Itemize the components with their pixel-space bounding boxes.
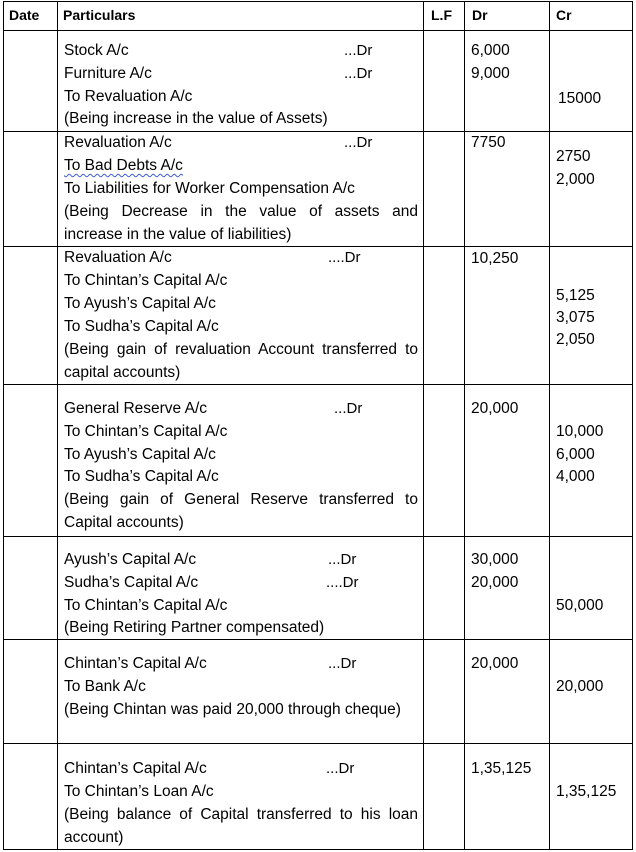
- credit-amount: 2,000: [556, 171, 595, 188]
- account-line: To Sudha’s Capital A/c: [64, 318, 219, 335]
- credit-amount: 2750: [556, 148, 591, 165]
- account-line: Revaluation A/c: [64, 134, 172, 151]
- dr-indicator: ...Dr: [328, 655, 357, 672]
- account-line: To Revaluation A/c: [64, 88, 193, 105]
- credit-amount: 3,075: [556, 309, 595, 326]
- dr-indicator: ...Dr: [344, 65, 373, 82]
- header-cr: Cr: [556, 7, 572, 23]
- account-line: To Chintan’s Capital A/c: [64, 423, 228, 440]
- account-line: To Chintan’s Loan A/c: [64, 783, 214, 800]
- dr-indicator: ....Dr: [326, 574, 359, 591]
- account-line: To Chintan’s Capital A/c: [64, 597, 228, 614]
- dr-indicator: ...Dr: [334, 400, 363, 417]
- narration: (Being Decrease in the value of assets and increase in the value of liabilities): [64, 203, 418, 243]
- account-line: To Bank A/c: [64, 678, 146, 695]
- credit-amount: 5,125: [556, 287, 595, 304]
- narration: (Being gain of revaluation Account transferred to capital accounts): [64, 341, 418, 381]
- table-border-left: [3, 1, 4, 849]
- debit-amount: 7750: [471, 134, 506, 151]
- dr-indicator: ....Dr: [328, 249, 361, 266]
- credit-amount: 10,000: [556, 423, 604, 440]
- account-line: Revaluation A/c: [64, 249, 172, 266]
- narration: (Being increase in the value of Assets): [64, 110, 328, 127]
- credit-amount: 2,050: [556, 331, 595, 348]
- credit-amount: 20,000: [556, 678, 604, 695]
- dr-indicator: ...Dr: [344, 42, 373, 59]
- entry-rule-6: [3, 743, 633, 744]
- credit-amount: 4,000: [556, 468, 595, 485]
- account-line: Ayush’s Capital A/c: [64, 551, 197, 568]
- account-line: Stock A/c: [64, 42, 129, 59]
- narration: (Being gain of General Reserve transferred to Capital accounts): [64, 491, 418, 531]
- dr-indicator: ...Dr: [328, 551, 357, 568]
- header-bottom-rule: [3, 30, 633, 31]
- debit-amount: 10,250: [471, 250, 519, 267]
- column-divider-lf: [464, 1, 465, 849]
- account-line: To Liabilities for Worker Compensation A/c: [64, 180, 355, 197]
- account-line: To Chintan’s Capital A/c: [64, 272, 228, 289]
- narration: (Being Chintan was paid 20,000 through cheque): [64, 701, 401, 718]
- credit-amount: 15000: [558, 90, 602, 107]
- credit-amount: 50,000: [556, 597, 604, 614]
- account-line: To Ayush’s Capital A/c: [64, 295, 216, 312]
- table-border-right: [632, 1, 633, 849]
- credit-amount: 6,000: [556, 446, 595, 463]
- narration: (Being balance of Capital transferred to his loan account): [64, 806, 418, 846]
- debit-amount: 20,000: [471, 400, 519, 417]
- header-dr: Dr: [472, 7, 488, 23]
- account-line: Sudha’s Capital A/c: [64, 574, 199, 591]
- debit-amount: 30,000: [471, 551, 519, 568]
- narration: (Being Retiring Partner compensated): [64, 619, 325, 636]
- table-border-top: [3, 1, 633, 2]
- debit-amount: 9,000: [471, 65, 510, 82]
- dr-indicator: ...Dr: [326, 760, 355, 777]
- entry-rule-4: [3, 536, 633, 537]
- debit-amount: 20,000: [471, 574, 519, 591]
- header-particulars: Particulars: [63, 7, 136, 23]
- account-line: Chintan’s Capital A/c: [64, 655, 207, 672]
- debit-amount: 20,000: [471, 655, 519, 672]
- account-line: Furniture A/c: [64, 65, 152, 82]
- debit-amount: 6,000: [471, 42, 510, 59]
- account-line: General Reserve A/c: [64, 400, 208, 417]
- account-line: To Sudha’s Capital A/c: [64, 468, 219, 485]
- column-divider-dr: [549, 1, 550, 849]
- dr-indicator: ...Dr: [344, 134, 373, 151]
- column-divider-date: [57, 1, 58, 849]
- debit-amount: 1,35,125: [471, 760, 532, 777]
- header-date: Date: [9, 7, 40, 23]
- credit-amount: 1,35,125: [556, 783, 617, 800]
- account-line: To Ayush’s Capital A/c: [64, 446, 216, 463]
- header-lf: L.F: [431, 7, 452, 23]
- column-divider-particulars: [423, 1, 424, 849]
- account-line: Chintan’s Capital A/c: [64, 760, 207, 777]
- account-line: To Bad Debts A/c: [64, 157, 183, 174]
